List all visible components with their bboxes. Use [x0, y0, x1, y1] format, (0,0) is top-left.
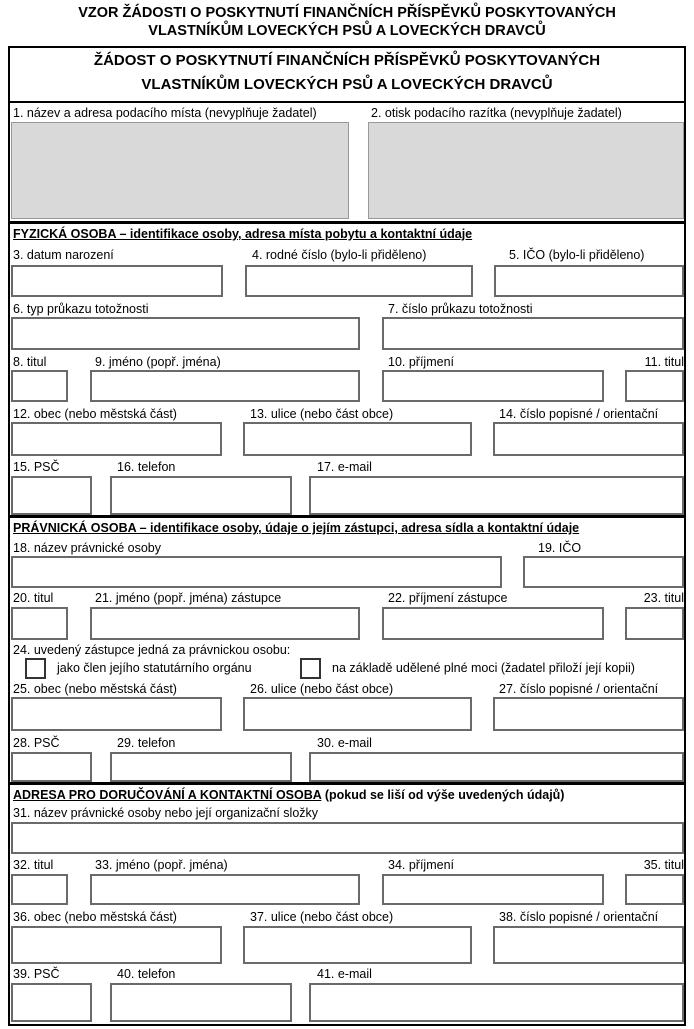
- f15-psc-label: 15. PSČ: [13, 460, 60, 474]
- f24-option-plna-moc-label: na základě udělené plné moci (žadatel přiloží její kopii): [332, 661, 635, 675]
- f8-titul-label: 8. titul: [13, 355, 47, 369]
- f23-titul-input[interactable]: [625, 607, 684, 640]
- f30-email-input[interactable]: [309, 752, 684, 782]
- f7-cislo-prukazu-label: 7. číslo průkazu totožnosti: [388, 302, 533, 316]
- section-divider: [8, 221, 686, 224]
- f12-obec-input[interactable]: [11, 422, 222, 456]
- f3-datum-narozeni-input[interactable]: [11, 265, 223, 297]
- f13-ulice-input[interactable]: [243, 422, 472, 456]
- f29-telefon-input[interactable]: [110, 752, 292, 782]
- f6-typ-prukazu-label: 6. typ průkazu totožnosti: [13, 302, 149, 316]
- f24-checkbox-plna-moc[interactable]: [300, 658, 321, 679]
- f10-prijmeni-input[interactable]: [382, 370, 604, 402]
- f40-telefon-input[interactable]: [110, 983, 292, 1022]
- f14-cislo-popisne-label: 14. číslo popisné / orientační: [499, 407, 659, 421]
- document-title-line2: VLASTNÍKŮM LOVECKÝCH PSŮ A LOVECKÝCH DRAVCŮ: [148, 23, 546, 39]
- f25-obec-input[interactable]: [11, 697, 222, 731]
- f36-obec-input[interactable]: [11, 926, 222, 964]
- f27-cislo-popisne-label: 27. číslo popisné / orientační: [499, 682, 659, 696]
- section-pravnicka-osoba-header: PRÁVNICKÁ OSOBA – identifikace osoby, údaje o jejím zástupci, adresa sídla a kontaktní údaje: [13, 521, 580, 535]
- f41-email-label: 41. e-mail: [317, 967, 372, 981]
- f32-titul-input[interactable]: [11, 874, 68, 905]
- f19-ico-input[interactable]: [523, 556, 684, 588]
- f11-titul-input[interactable]: [625, 370, 684, 402]
- f4-rodne-cislo-label: 4. rodné číslo (bylo-li přiděleno): [252, 248, 427, 262]
- f31-nazev-organizacni-slozky-input[interactable]: [11, 822, 684, 854]
- f33-jmeno-input[interactable]: [90, 874, 360, 905]
- f26-ulice-label: 26. ulice (nebo část obce): [250, 682, 394, 696]
- document-title-line1: VZOR ŽÁDOSTI O POSKYTNUTÍ FINANČNÍCH PŘÍSPĚVKŮ POSKYTOVANÝCH: [78, 5, 616, 21]
- f17-email-label: 17. e-mail: [317, 460, 372, 474]
- f34-prijmeni-input[interactable]: [382, 874, 604, 905]
- f16-telefon-input[interactable]: [110, 476, 292, 515]
- f10-prijmeni-label: 10. příjmení: [388, 355, 455, 369]
- section-divider: [8, 515, 686, 518]
- f41-email-input[interactable]: [309, 983, 684, 1022]
- f30-email-label: 30. e-mail: [317, 736, 372, 750]
- section-adresa-header-note: (pokud se liší od výše uvedených údajů): [321, 788, 565, 802]
- f32-titul-label: 32. titul: [13, 858, 54, 872]
- f18-nazev-pravnicke-osoby-input[interactable]: [11, 556, 502, 588]
- f2-podaci-razitko-box: [368, 122, 684, 219]
- f34-prijmeni-label: 34. příjmení: [388, 858, 455, 872]
- f17-email-input[interactable]: [309, 476, 684, 515]
- f23-titul-label: 23. titul: [643, 591, 684, 605]
- f39-psc-label: 39. PSČ: [13, 967, 60, 981]
- f14-cislo-popisne-input[interactable]: [493, 422, 684, 456]
- f13-ulice-label: 13. ulice (nebo část obce): [250, 407, 394, 421]
- form-title-line1: ŽÁDOST O POSKYTNUTÍ FINANČNÍCH PŘÍSPĚVKŮ POSKYTOVANÝCH: [93, 52, 601, 69]
- f12-obec-label: 12. obec (nebo městská část): [13, 407, 177, 421]
- f3-datum-narozeni-label: 3. datum narození: [13, 248, 114, 262]
- f31-nazev-organizacni-slozky-label: 31. název právnické osoby nebo její organizační složky: [13, 806, 319, 820]
- f15-psc-input[interactable]: [11, 476, 92, 515]
- f37-ulice-label: 37. ulice (nebo část obce): [250, 910, 394, 924]
- f38-cislo-popisne-input[interactable]: [493, 926, 684, 964]
- f20-titul-input[interactable]: [11, 607, 68, 640]
- f24-option-statutarni-organ-label: jako člen jejího statutárního orgánu: [57, 661, 252, 675]
- f1-podaci-misto-box: [11, 122, 349, 219]
- f35-titul-input[interactable]: [625, 874, 684, 905]
- f6-typ-prukazu-input[interactable]: [11, 317, 360, 350]
- f28-psc-input[interactable]: [11, 752, 92, 782]
- f38-cislo-popisne-label: 38. číslo popisné / orientační: [499, 910, 659, 924]
- f27-cislo-popisne-input[interactable]: [493, 697, 684, 731]
- f16-telefon-label: 16. telefon: [117, 460, 176, 474]
- f19-ico-label: 19. IČO: [538, 541, 582, 555]
- section-fyzicka-osoba-header: FYZICKÁ OSOBA – identifikace osoby, adresa místa pobytu a kontaktní údaje: [13, 227, 473, 241]
- f18-nazev-pravnicke-osoby-label: 18. název právnické osoby: [13, 541, 162, 555]
- f37-ulice-input[interactable]: [243, 926, 472, 964]
- f22-prijmeni-zastupce-input[interactable]: [382, 607, 604, 640]
- f33-jmeno-label: 33. jméno (popř. jména): [95, 858, 228, 872]
- f1-podaci-misto-label: 1. název a adresa podacího místa (nevyplňuje žadatel): [13, 106, 317, 120]
- f9-jmeno-input[interactable]: [90, 370, 360, 402]
- section-adresa-header: [13, 788, 564, 802]
- f24-zastupce-jedna-label: 24. uvedený zástupce jedná za právnickou osobu:: [13, 643, 291, 657]
- f40-telefon-label: 40. telefon: [117, 967, 176, 981]
- f24-checkbox-statutarni-organ[interactable]: [25, 658, 46, 679]
- f11-titul-label: 11. titul: [644, 355, 684, 369]
- f9-jmeno-label: 9. jméno (popř. jména): [95, 355, 221, 369]
- form-title-line2: VLASTNÍKŮM LOVECKÝCH PSŮ A LOVECKÝCH DRAVCŮ: [141, 76, 553, 93]
- f36-obec-label: 36. obec (nebo městská část): [13, 910, 177, 924]
- f5-ico-input[interactable]: [494, 265, 684, 297]
- f20-titul-label: 20. titul: [13, 591, 54, 605]
- f5-ico-label: 5. IČO (bylo-li přiděleno): [509, 248, 645, 262]
- f39-psc-input[interactable]: [11, 983, 92, 1022]
- f28-psc-label: 28. PSČ: [13, 736, 60, 750]
- f4-rodne-cislo-input[interactable]: [245, 265, 473, 297]
- section-adresa-header-title: ADRESA PRO DORUČOVÁNÍ A KONTAKTNÍ OSOBA: [13, 788, 322, 802]
- f25-obec-label: 25. obec (nebo městská část): [13, 682, 177, 696]
- f8-titul-input[interactable]: [11, 370, 68, 402]
- f26-ulice-input[interactable]: [243, 697, 472, 731]
- f21-jmeno-zastupce-label: 21. jméno (popř. jména) zástupce: [95, 591, 282, 605]
- f2-podaci-razitko-label: 2. otisk podacího razítka (nevyplňuje žadatel): [371, 106, 622, 120]
- f21-jmeno-zastupce-input[interactable]: [90, 607, 360, 640]
- f29-telefon-label: 29. telefon: [117, 736, 176, 750]
- section-divider: [8, 782, 686, 785]
- f35-titul-label: 35. titul: [643, 858, 684, 872]
- f22-prijmeni-zastupce-label: 22. příjmení zástupce: [388, 591, 508, 605]
- f7-cislo-prukazu-input[interactable]: [382, 317, 684, 350]
